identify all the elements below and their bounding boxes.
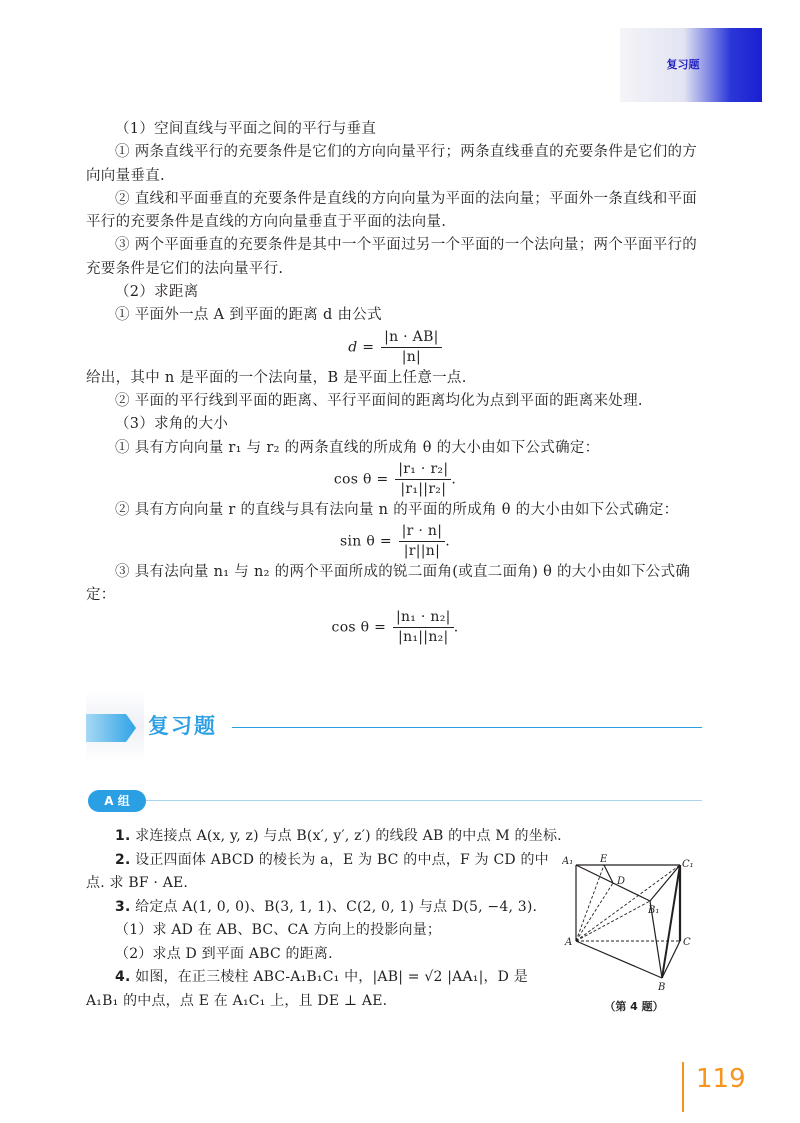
edge-c1b [662, 865, 680, 978]
section-arrow-icon [86, 714, 136, 742]
formula-dihedral-numerator: |n₁ · n₂| [393, 608, 454, 628]
summary-para-dihedral-angle: ③ 具有法向量 n₁ 与 n₂ 的两个平面所成的锐二面角(或直二面角) θ 的大小由如下公式确定： [86, 564, 691, 604]
formula-distance-denominator: |n| [401, 348, 422, 365]
formula-line-line-end: . [451, 471, 457, 488]
formula-dihedral-angle [86, 608, 704, 647]
formula-dihedral-fraction [393, 608, 454, 647]
summary-para-line-plane: ② 直线和平面垂直的充要条件是直线的方向向量为平面的法向量；平面外一条直线和平面平行的充要条件是直线的方向向量垂直于平面的法向量. [86, 190, 698, 231]
summary-para-distance-formula-intro: ① 平面外一点 A 到平面的距离 d 由公式 [115, 307, 382, 324]
summary-para-line-plane-angle: ② 具有方向向量 r 的直线与具有法向量 n 的平面的所成角 θ 的大小由如下公式确定： [115, 501, 679, 518]
formula-line-plane-numerator: |r · n| [399, 522, 446, 542]
formula-line-line-fraction [395, 460, 451, 499]
exercise-item: 2. 设正四面体 ABCD 的棱长为 a，E 为 BC 的中点，F 为 CD 的中点. 求 BF · AE. [86, 851, 549, 891]
exercise-subitem: （1）求 AD 在 AB、BC、CA 方向上的投影向量； [115, 922, 442, 938]
exercise-subitem: （2）求点 D 到平面 ABC 的距离. [115, 945, 333, 962]
exercise-item: 4. 如图，在正三棱柱 ABC-A₁B₁C₁ 中，|AB| = √2 |AA₁|，D 是 A₁B₁ 的中点，点 E 在 A₁C₁ 上，且 DE ⊥ AE. [86, 969, 528, 1009]
summary-para-line-line-angle: ① 具有方向向量 r₁ 与 r₂ 的两条直线的所成角 θ 的大小由如下公式确定： [115, 439, 600, 456]
formula-line-plane-denominator: |r||n| [403, 543, 441, 560]
formula-line-line-numerator: |r₁ · r₂| [395, 460, 451, 480]
formula-distance [86, 328, 704, 367]
formula-line-plane-end: . [445, 533, 450, 550]
edge-ab [576, 941, 662, 978]
summary-heading-angle: （3）求角的大小 [115, 416, 229, 433]
exercise-item: 1. 求连接点 A(x, y, z) 与点 B(x′, y′, z′) 的线段 AB 的中点 M 的坐标. [115, 828, 562, 844]
section-title: 复习题 [148, 714, 217, 738]
segment-ab1-hidden [576, 901, 650, 941]
exercise-list [86, 825, 562, 1013]
group-badge: A 组 [88, 790, 146, 812]
label-a1: A₁ [562, 856, 574, 867]
label-b1: B₁ [648, 905, 660, 916]
summary-para-planes: ③ 两个平面垂直的充要条件是其中一个平面过另一个平面的一个法向量；两个平面平行的充要条件是它们的法向量平行. [86, 237, 698, 277]
formula-dihedral-denominator: |n₁||n₂| [398, 628, 449, 645]
section-banner [86, 690, 702, 762]
formula-line-plane-angle [86, 522, 704, 561]
section-divider [232, 727, 702, 728]
formula-line-plane-lhs: sin θ = [340, 533, 392, 550]
formula-distance-fraction [381, 328, 442, 367]
segment-ac1-hidden [576, 865, 680, 941]
summary-heading-parallel-perpendicular: （1）空间直线与平面之间的平行与垂直 [115, 121, 377, 137]
exercise-item: 3. 给定点 A(1, 0, 0)、B(3, 1, 1)、C(2, 0, 1) 与点 D(5, −4, 3). [115, 898, 538, 915]
summary-para-distance-explain: 给出，其中 n 是平面的一个法向量，B 是平面上任意一点. [86, 369, 467, 386]
label-a: A [565, 937, 573, 948]
label-b: B [658, 982, 666, 993]
label-d: D [617, 876, 626, 887]
formula-dihedral-lhs: cos θ = [331, 619, 387, 636]
prism-figure [562, 853, 702, 993]
page-number-rule [682, 1062, 684, 1112]
page-number: 119 [696, 1064, 746, 1094]
formula-line-line-angle [86, 460, 704, 499]
label-c1: C₁ [682, 859, 694, 870]
summary-para-parallel-distance: ② 平面的平行线到平面的距离、平行平面间的距离均化为点到平面的距离来处理. [115, 392, 643, 409]
summary-body [86, 118, 704, 647]
group-divider [146, 800, 702, 801]
label-c: C [683, 937, 691, 948]
formula-line-line-denominator: |r₁||r₂| [400, 480, 447, 497]
formula-dihedral-end: . [453, 619, 459, 636]
summary-para-lines: ① 两条直线平行的充要条件是它们的方向向量平行；两条直线垂直的充要条件是它们的方向向量垂直. [86, 144, 698, 184]
formula-line-line-lhs: cos θ = [333, 471, 389, 488]
summary-heading-distance: （2）求距离 [115, 284, 199, 301]
formula-distance-numerator: |n · AB| [381, 328, 442, 348]
label-e: E [600, 854, 608, 865]
formula-line-plane-fraction [399, 522, 446, 561]
running-header-title: 复习题 [666, 58, 700, 71]
formula-distance-lhs: d = [348, 339, 375, 356]
figure-caption: （第 4 题） [604, 1000, 664, 1013]
